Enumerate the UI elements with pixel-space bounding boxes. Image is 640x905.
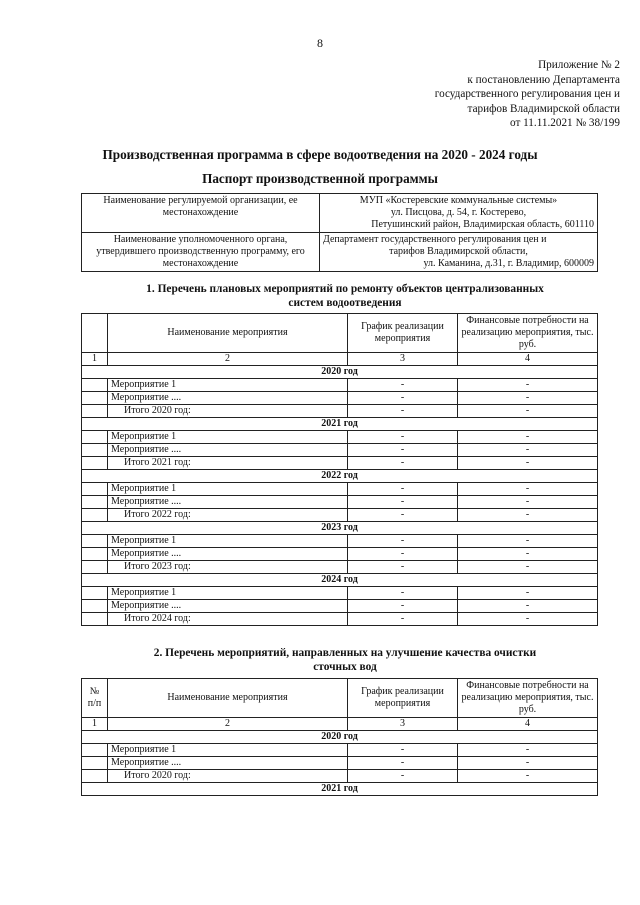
section1-title bbox=[100, 282, 590, 310]
finance-cell: - bbox=[458, 496, 598, 509]
schedule-cell: - bbox=[348, 431, 458, 444]
table-row bbox=[82, 457, 598, 470]
schedule-cell: - bbox=[348, 483, 458, 496]
table-row bbox=[82, 548, 598, 561]
year-row bbox=[82, 522, 598, 535]
row-number-cell bbox=[82, 405, 108, 418]
header-name: Наименование мероприятия bbox=[108, 314, 348, 353]
row-number-cell bbox=[82, 600, 108, 613]
row-number-cell bbox=[82, 496, 108, 509]
row-number-cell bbox=[82, 509, 108, 522]
header-finance: Финансовые потребности на реализацию мероприятия, тыс. руб. bbox=[458, 679, 598, 718]
table-row bbox=[82, 392, 598, 405]
passport-label: Наименование регулируемой организации, ее местонахождение bbox=[82, 194, 320, 233]
finance-cell: - bbox=[458, 509, 598, 522]
event-name-cell: Мероприятие .... bbox=[108, 548, 348, 561]
event-name-cell: Мероприятие 1 bbox=[108, 587, 348, 600]
column-number: 1 bbox=[82, 718, 108, 731]
header-schedule: График реализации мероприятия bbox=[348, 314, 458, 353]
table-row bbox=[82, 444, 598, 457]
event-name-cell: Мероприятие .... bbox=[108, 444, 348, 457]
schedule-cell: - bbox=[348, 509, 458, 522]
document-title: Производственная программа в сфере водоотведения на 2020 - 2024 годы bbox=[102, 147, 538, 162]
appendix-line: к постановлению Департамента bbox=[467, 73, 620, 86]
year-row bbox=[82, 470, 598, 483]
schedule-cell: - bbox=[348, 757, 458, 770]
finance-cell: - bbox=[458, 548, 598, 561]
section2-title bbox=[100, 646, 590, 674]
row-number-cell bbox=[82, 392, 108, 405]
appendix-line: от 11.11.2021 № 38/199 bbox=[510, 117, 620, 130]
section1-table bbox=[81, 313, 598, 626]
event-name-cell: Мероприятие 1 bbox=[108, 535, 348, 548]
column-number: 2 bbox=[108, 353, 348, 366]
table-row bbox=[82, 509, 598, 522]
column-number: 4 bbox=[458, 718, 598, 731]
row-number-cell bbox=[82, 561, 108, 574]
finance-cell: - bbox=[458, 744, 598, 757]
event-name-cell: Итого 2021 год: bbox=[108, 457, 348, 470]
passport-table bbox=[81, 193, 598, 272]
year-heading: 2022 год bbox=[82, 470, 598, 483]
passport-value-line: ул. Каманина, д.31, г. Владимир, 600009 bbox=[423, 258, 594, 269]
row-number-cell bbox=[82, 431, 108, 444]
finance-cell: - bbox=[458, 535, 598, 548]
schedule-cell: - bbox=[348, 744, 458, 757]
row-number-cell bbox=[82, 613, 108, 626]
table-row bbox=[82, 483, 598, 496]
event-name-cell: Мероприятие 1 bbox=[108, 379, 348, 392]
passport-value-line: ул. Писцова, д. 54, г. Костерево, bbox=[390, 207, 527, 218]
year-row bbox=[82, 418, 598, 431]
table-header-row bbox=[82, 314, 598, 353]
table-row bbox=[82, 535, 598, 548]
finance-cell: - bbox=[458, 392, 598, 405]
table-row bbox=[82, 757, 598, 770]
row-number-cell bbox=[82, 770, 108, 783]
year-heading: 2021 год bbox=[82, 418, 598, 431]
table-row bbox=[82, 613, 598, 626]
year-heading: 2023 год bbox=[82, 522, 598, 535]
schedule-cell: - bbox=[348, 613, 458, 626]
event-name-cell: Мероприятие 1 bbox=[108, 431, 348, 444]
schedule-cell: - bbox=[348, 379, 458, 392]
finance-cell: - bbox=[458, 757, 598, 770]
event-name-cell: Мероприятие .... bbox=[108, 757, 348, 770]
event-name-cell: Итого 2020 год: bbox=[108, 405, 348, 418]
column-number: 3 bbox=[348, 353, 458, 366]
event-name-cell: Мероприятие .... bbox=[108, 496, 348, 509]
section1-title-line: 1. Перечень плановых мероприятий по ремонту объектов централизованных bbox=[146, 283, 544, 295]
schedule-cell: - bbox=[348, 496, 458, 509]
appendix-line: Приложение № 2 bbox=[538, 59, 620, 71]
column-number-row bbox=[82, 718, 598, 731]
finance-cell: - bbox=[458, 770, 598, 783]
table-row bbox=[82, 770, 598, 783]
finance-cell: - bbox=[458, 457, 598, 470]
table-row bbox=[82, 405, 598, 418]
finance-cell: - bbox=[458, 444, 598, 457]
schedule-cell: - bbox=[348, 600, 458, 613]
event-name-cell: Итого 2022 год: bbox=[108, 509, 348, 522]
header-schedule: График реализации мероприятия bbox=[348, 679, 458, 718]
row-number-cell bbox=[82, 587, 108, 600]
event-name-cell: Мероприятие 1 bbox=[108, 483, 348, 496]
year-row bbox=[82, 574, 598, 587]
section2-table bbox=[81, 678, 598, 796]
section1-title-line: систем водоотведения bbox=[288, 297, 402, 309]
header-number: № п/п bbox=[82, 679, 108, 718]
schedule-cell: - bbox=[348, 535, 458, 548]
passport-row bbox=[82, 233, 598, 272]
column-number: 1 bbox=[82, 353, 108, 366]
table-row bbox=[82, 587, 598, 600]
header-name: Наименование мероприятия bbox=[108, 679, 348, 718]
table-row bbox=[82, 561, 598, 574]
appendix-line: тарифов Владимирской области bbox=[467, 102, 620, 115]
appendix-block bbox=[330, 58, 620, 131]
row-number-cell bbox=[82, 483, 108, 496]
table-row bbox=[82, 744, 598, 757]
row-number-cell bbox=[82, 535, 108, 548]
schedule-cell: - bbox=[348, 405, 458, 418]
passport-title: Паспорт производственной программы bbox=[202, 171, 438, 186]
row-number-cell bbox=[82, 757, 108, 770]
row-number-cell bbox=[82, 379, 108, 392]
table-row bbox=[82, 600, 598, 613]
section2-title-line: 2. Перечень мероприятий, направленных на улучшение качества очистки bbox=[153, 647, 537, 659]
section2-title-line: сточных вод bbox=[313, 661, 377, 673]
passport-value-line: тарифов Владимирской области, bbox=[389, 246, 528, 257]
finance-cell: - bbox=[458, 405, 598, 418]
passport-row bbox=[82, 194, 598, 233]
event-name-cell: Итого 2023 год: bbox=[108, 561, 348, 574]
year-row bbox=[82, 731, 598, 744]
year-row bbox=[82, 783, 598, 796]
header-number bbox=[82, 314, 108, 353]
row-number-cell bbox=[82, 744, 108, 757]
event-name-cell: Мероприятие 1 bbox=[108, 744, 348, 757]
passport-label: Наименование уполномоченного органа, утвердившего производственную программу, его местонахождение bbox=[82, 233, 320, 272]
finance-cell: - bbox=[458, 600, 598, 613]
finance-cell: - bbox=[458, 561, 598, 574]
column-number-row bbox=[82, 353, 598, 366]
header-finance: Финансовые потребности на реализацию мероприятия, тыс. руб. bbox=[458, 314, 598, 353]
year-row bbox=[82, 366, 598, 379]
event-name-cell: Итого 2020 год: bbox=[108, 770, 348, 783]
table-row bbox=[82, 379, 598, 392]
finance-cell: - bbox=[458, 613, 598, 626]
finance-cell: - bbox=[458, 431, 598, 444]
column-number: 4 bbox=[458, 353, 598, 366]
schedule-cell: - bbox=[348, 587, 458, 600]
row-number-cell bbox=[82, 548, 108, 561]
year-heading: 2024 год bbox=[82, 574, 598, 587]
year-heading: 2020 год bbox=[82, 731, 598, 744]
row-number-cell bbox=[82, 444, 108, 457]
finance-cell: - bbox=[458, 587, 598, 600]
passport-value bbox=[320, 194, 598, 233]
schedule-cell: - bbox=[348, 561, 458, 574]
appendix-line: государственного регулирования цен и bbox=[434, 88, 620, 101]
page-number: 8 bbox=[317, 36, 323, 50]
event-name-cell: Мероприятие .... bbox=[108, 392, 348, 405]
table-row bbox=[82, 431, 598, 444]
schedule-cell: - bbox=[348, 392, 458, 405]
finance-cell: - bbox=[458, 379, 598, 392]
passport-value-line: МУП «Костеревские коммунальные системы» bbox=[359, 195, 558, 206]
schedule-cell: - bbox=[348, 444, 458, 457]
schedule-cell: - bbox=[348, 770, 458, 783]
event-name-cell: Мероприятие .... bbox=[108, 600, 348, 613]
event-name-cell: Итого 2024 год: bbox=[108, 613, 348, 626]
column-number: 3 bbox=[348, 718, 458, 731]
passport-value bbox=[320, 233, 598, 272]
row-number-cell bbox=[82, 457, 108, 470]
table-row bbox=[82, 496, 598, 509]
year-heading: 2020 год bbox=[82, 366, 598, 379]
passport-value-line: Петушинский район, Владимирская область, 601110 bbox=[371, 219, 594, 230]
passport-value-line: Департамент государственного регулирования цен и bbox=[323, 234, 547, 245]
year-heading: 2021 год bbox=[82, 783, 598, 796]
schedule-cell: - bbox=[348, 548, 458, 561]
schedule-cell: - bbox=[348, 457, 458, 470]
finance-cell: - bbox=[458, 483, 598, 496]
column-number: 2 bbox=[108, 718, 348, 731]
table-header-row bbox=[82, 679, 598, 718]
